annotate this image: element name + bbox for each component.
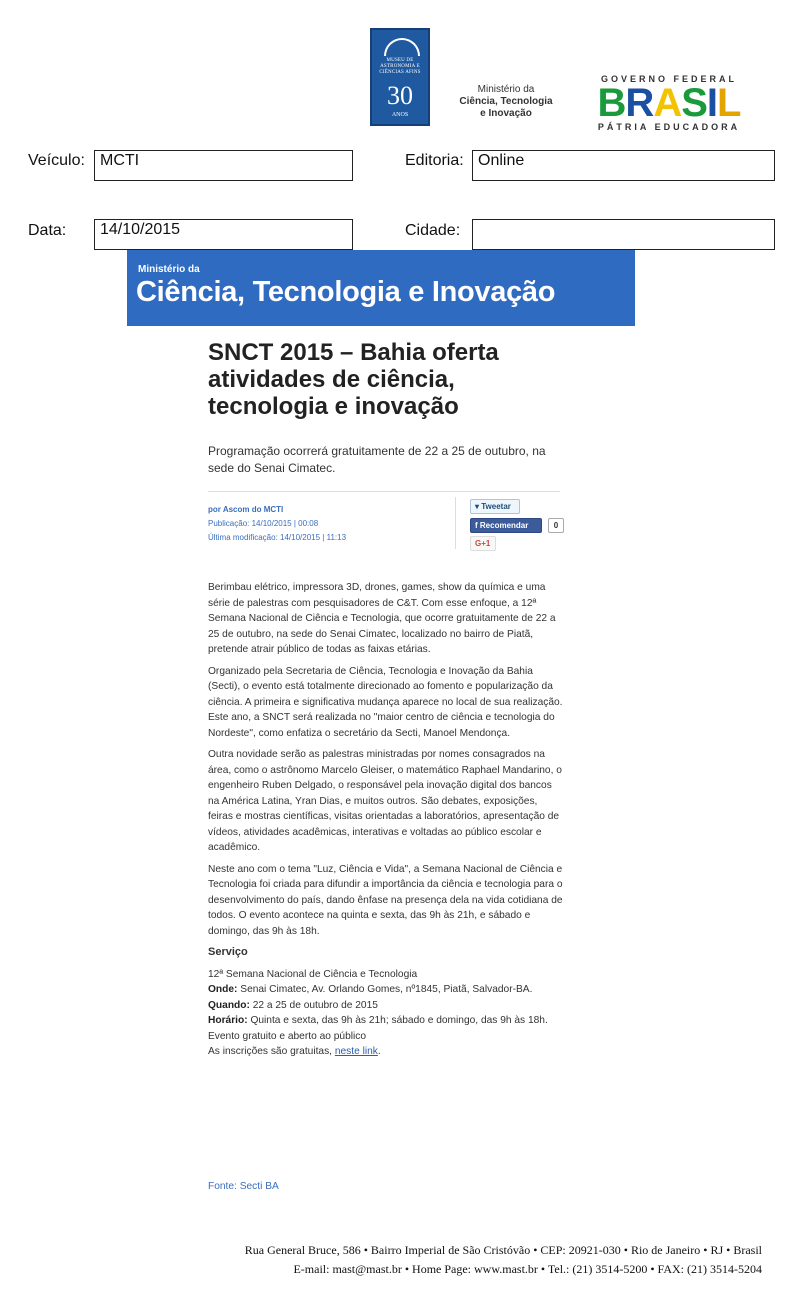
servico-event-name: 12ª Semana Nacional de Ciência e Tecnologia	[208, 968, 418, 980]
gov-logo-top: GOVERNO FEDERAL	[600, 74, 737, 84]
mast-logo-anos: ANOS	[391, 112, 409, 118]
meta-divider	[208, 491, 560, 492]
mast-logo-number: 30	[387, 81, 413, 110]
mcti-logo-line3: e Inovação	[480, 108, 532, 119]
servico-gratuito: Evento gratuito e aberto ao público	[208, 1030, 367, 1042]
data-field: 14/10/2015	[94, 219, 353, 250]
social-divider	[455, 497, 456, 549]
mcti-logo-line2: Ciência, Tecnologia	[459, 96, 553, 107]
cidade-field	[472, 219, 775, 250]
footer-address	[0, 1241, 762, 1279]
footer-line2: E-mail: mast@mast.br • Home Page: www.mast.br • Tel.: (21) 3514-5200 • FAX: (21) 3514-5204	[293, 1262, 762, 1276]
article-modified: Última modificação: 14/10/2015 | 11:13	[208, 533, 347, 542]
tweet-button[interactable]	[470, 499, 520, 514]
article-paragraph: Outra novidade serão as palestras ministradas por nomes consagrados na área, como o astrônomo Marcelo Gleiser, o matemático Raphael Mandarino, o engenheiro Ruben Delgado, o responsável pela inovação digital dos bancos na América Latina, Yran Dias, e muitos outros. São debates, exposições, feiras e mostras científicas, visitas orientadas a laboratórios, apresentação de vídeos, atividades acadêmicas, interativas e voltadas ao público escolar e acadêmico.	[208, 749, 562, 853]
servico-inscricoes	[208, 1044, 563, 1060]
brasil-letter: R	[625, 81, 654, 125]
twitter-bird-icon: ▾	[475, 502, 480, 511]
gov-logo-brasil	[585, 81, 753, 125]
observatory-dome-icon	[384, 38, 420, 56]
facebook-icon: f	[475, 521, 478, 530]
inscricoes-text: As inscrições são gratuitas,	[208, 1046, 335, 1057]
article-paragraph: Organizado pela Secretaria de Ciência, Tecnologia e Inovação da Bahia (Secti), o evento está totalmente direcionado ao fomento e popularização da ciência. A primeira e significativa mudança aparece no local de sua realização. Este ano, a SNCT será realizada no "maior centro de ciência e tecnologia do Nordeste", como enfatiza o secretário da Secti, Manoel Mendonça.	[208, 665, 563, 739]
google-plus-button[interactable]: G+1	[470, 536, 496, 551]
onde-label: Onde:	[208, 984, 238, 995]
editoria-field: Online	[472, 150, 775, 181]
mcti-logo	[446, 84, 566, 120]
gov-logo-bottom: PÁTRIA EDUCADORA	[597, 122, 741, 132]
banner-title: Ciência, Tecnologia e Inovação	[136, 276, 556, 308]
quando-value: 22 a 25 de outubro de 2015	[249, 999, 378, 1011]
brasil-letter: I	[706, 81, 718, 125]
brasil-letter: A	[653, 81, 682, 125]
horario-value: Quinta e sexta, das 9h às 21h; sábado e domingo, das 9h às 18h.	[247, 1015, 548, 1026]
article-paragraph: Neste ano com o tema "Luz, Ciência e Vida", a Semana Nacional de Ciência e Tecnologia foi criada para difundir a importância da ciência e tecnologia para o desenvolvimento do país, dando ênfase na presença dela na vida cotidiana de todos. O evento acontece na quinta e sexta, das 9h às 21h, e sábado e domingo, das 9h às 18h.	[208, 863, 563, 937]
servico-title: Serviço	[208, 946, 248, 958]
horario-label: Horário:	[208, 1015, 248, 1026]
editoria-label: Editoria:	[405, 152, 464, 169]
article-headline: SNCT 2015 – Bahia oferta atividades de ciência, tecnologia e inovação	[208, 339, 499, 420]
banner-small-text: Ministério da	[138, 264, 200, 275]
data-label: Data:	[28, 222, 67, 239]
mast-logo-name: MUSEU DE ASTRONOMIA E CIÊNCIAS AFINS	[379, 58, 421, 75]
onde-value: Senai Cimatec, Av. Orlando Gomes, nº1845, Piatã, Salvador-BA.	[237, 984, 533, 995]
article-body	[208, 580, 563, 1060]
governo-federal-brasil-logo	[585, 74, 753, 132]
facebook-recommend-button[interactable]	[470, 518, 542, 533]
mast-30-anos-logo	[370, 28, 430, 126]
article-published: Publicação: 14/10/2015 | 00:08	[208, 519, 319, 528]
servico-block	[208, 967, 563, 1060]
cidade-label: Cidade:	[405, 222, 461, 239]
mcti-banner	[127, 250, 635, 326]
article-source: Fonte: Secti BA	[208, 1181, 279, 1192]
article-paragraph: Berimbau elétrico, impressora 3D, drones, games, show da química e uma série de palestras com pesquisadores de C&T. Com esse enfoque, a 12ª Semana Nacional de Ciência e Tecnologia, que ocorre gratuitamente de 22 a 25 de outubro, na sede do Senai Cimatec, localizado no bairro de Piatã, pretende atrair público de todas as faixas etárias.	[208, 582, 556, 655]
inscricoes-suffix: .	[377, 1046, 381, 1057]
servico-onde	[208, 982, 563, 998]
neste-link[interactable]: neste link	[334, 1046, 378, 1057]
article-subheadline: Programação ocorrerá gratuitamente de 22 a 25 de outubro, na sede do Senai Cimatec.	[208, 444, 546, 475]
article-meta	[208, 503, 346, 545]
quando-label: Quando:	[208, 999, 250, 1011]
veiculo-label: Veículo:	[28, 152, 85, 169]
servico-quando	[208, 998, 563, 1014]
servico-horario	[208, 1013, 563, 1029]
facebook-count: 0	[548, 518, 564, 533]
brasil-letter: B	[597, 81, 626, 125]
footer-line1: Rua General Bruce, 586 • Bairro Imperial de São Cristóvão • CEP: 20921-030 • Rio de Janeiro • RJ • Brasil	[244, 1243, 762, 1257]
brasil-letter: L	[717, 81, 741, 125]
mcti-logo-line1: Ministério da	[477, 84, 535, 95]
article-author: por Ascom do MCTI	[208, 505, 284, 514]
veiculo-field: MCTI	[94, 150, 353, 181]
brasil-letter: S	[681, 81, 707, 125]
tweet-button-label: Tweetar	[481, 502, 511, 511]
facebook-button-label: Recomendar	[479, 521, 529, 530]
